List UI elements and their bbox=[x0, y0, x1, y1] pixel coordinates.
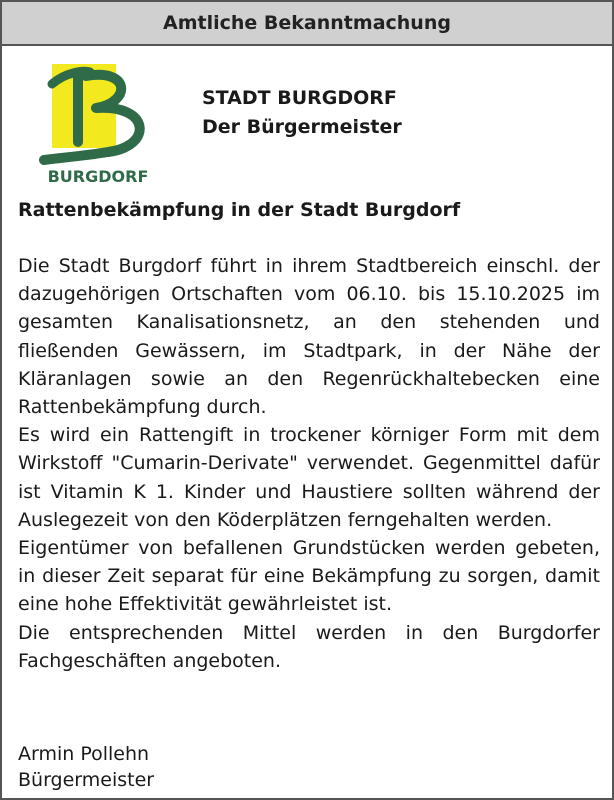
issuer-city: STADT BURGDORF bbox=[202, 87, 397, 109]
signature-block bbox=[18, 741, 154, 793]
notice-header-title: Amtliche Bekanntmachung bbox=[163, 12, 451, 34]
body-paragraph: Die entsprechenden Mittel werden in den Burgdorfer Fachgeschäften angeboten. bbox=[18, 621, 600, 672]
signature-name: Armin Pollehn bbox=[18, 743, 150, 765]
notice-body bbox=[18, 252, 600, 675]
issuer-office: Der Bürgermeister bbox=[202, 116, 402, 138]
issuer-block bbox=[202, 84, 402, 142]
svg-text:BURGDORF: BURGDORF bbox=[47, 167, 149, 186]
notice-header bbox=[2, 2, 612, 46]
signature-role: Bürgermeister bbox=[18, 769, 155, 791]
burgdorf-logo bbox=[38, 64, 158, 186]
notice-headline: Rattenbekämpfung in der Stadt Burgdorf bbox=[18, 199, 461, 221]
body-paragraph: Die Stadt Burgdorf führt in ihrem Stadtbereich einschl. der dazugehörigen Ortschaften vom 06.10. bis 15.10.2025 im gesamten Kanalisationsnetz, an den stehenden und fließenden Gewässern, im Stadtpark, in der Nähe der Kläranlagen sowie an den Regenrückhaltebecken eine Rattenbekämpfung durch. bbox=[18, 255, 600, 419]
burgdorf-logo-graphic bbox=[38, 64, 158, 186]
body-paragraph: Eigentümer von befallenen Grundstücken werden gebeten, in dieser Zeit separat für eine Bekämpfung zu sorgen, damit eine hohe Effektivität gewährleistet ist. bbox=[18, 537, 600, 616]
body-paragraph: Es wird ein Rattengift in trockener körniger Form mit dem Wirkstoff "Cumarin-Derivate" verwendet. Gegenmittel dafür ist Vitamin K 1. Kinder und Haustiere sollten während der Auslegezeit von den Köderplätzen ferngehalten werden. bbox=[18, 424, 600, 531]
